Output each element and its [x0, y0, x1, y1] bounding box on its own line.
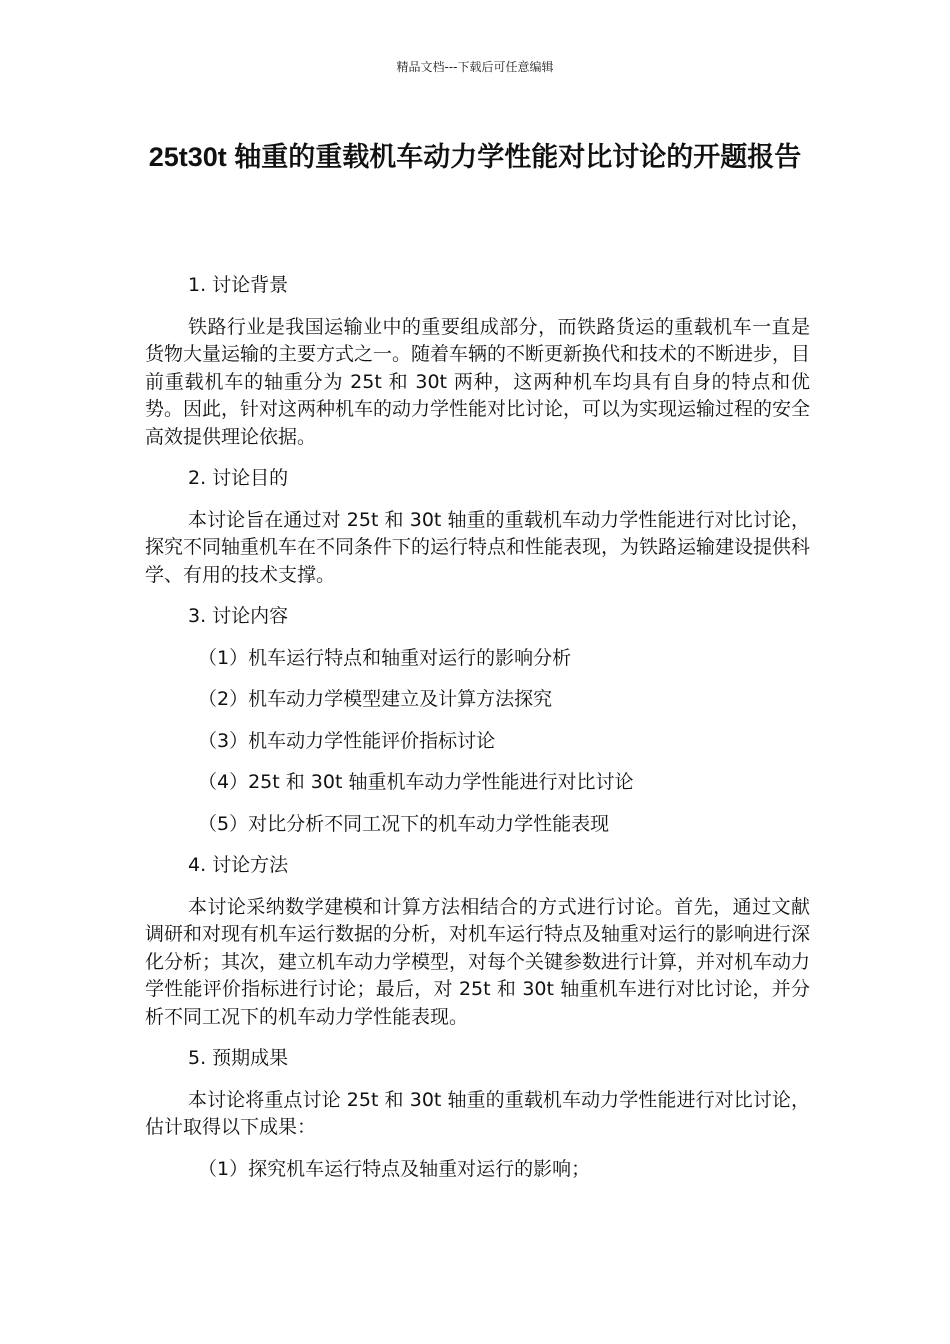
- section-paragraph: 本讨论采纳数学建模和计算方法相结合的方式进行讨论。首先，通过文献调研和对现有机车运行数据的分析，对机车运行特点及轴重对运行的影响进行深化分析；其次，建立机车动力学模型，对每个关键参数进行计算，并对机车动力学性能评价指标进行讨论；最后，对 25t 和 30t 轴重机车进行对比讨论，并分析不同工况下的机车动力学性能表现。: [145, 895, 811, 1028]
- list-item: （3）机车动力学性能评价指标讨论: [198, 729, 496, 752]
- section-heading: 2. 讨论目的: [188, 467, 289, 489]
- list-item: （2）机车动力学模型建立及计算方法探究: [198, 688, 553, 710]
- list-item: （1）机车运行特点和轴重对运行的影响分析: [198, 646, 572, 669]
- section-paragraph: 本讨论旨在通过对 25t 和 30t 轴重的重载机车动力学性能进行对比讨论，探究不同轴重机车在不同条件下的运行特点和性能表现，为铁路运输建设提供科学、有用的技术支撑。: [145, 508, 811, 586]
- section-background: [145, 272, 810, 451]
- section-purpose: [145, 465, 810, 589]
- list-item: （4）25t 和 30t 轴重机车动力学性能进行对比讨论: [198, 771, 634, 793]
- list-item: （5）对比分析不同工况下的机车动力学性能表现: [198, 812, 610, 835]
- section-heading: 3. 讨论内容: [188, 605, 289, 627]
- document-title: 25t30t 轴重的重载机车动力学性能对比讨论的开题报告: [148, 142, 802, 172]
- section-heading: 1. 讨论背景: [188, 274, 289, 296]
- section-method: [145, 852, 810, 1031]
- section-expected-results: [145, 1045, 810, 1183]
- section-paragraph: 铁路行业是我国运输业中的重要组成部分，而铁路货运的重载机车一直是货物大量运输的主要方式之一。随着车辆的不断更新换代和技术的不断进步，目前重载机车的轴重分为 25t 和 30t 两种，这两种机车均具有自身的特点和优势。因此，针对这两种机车的动力学性能对比讨论，可以为实现运输过程的安全高效提供理论依据。: [145, 315, 811, 448]
- list-item: （1）探究机车运行特点及轴重对运行的影响；: [198, 1157, 591, 1180]
- document-body: [145, 272, 810, 1197]
- section-heading: 5. 预期成果: [188, 1047, 289, 1069]
- section-heading: 4. 讨论方法: [188, 854, 289, 876]
- header-note: 精品文档---下载后可任意编辑: [396, 60, 554, 74]
- section-paragraph: 本讨论将重点讨论 25t 和 30t 轴重的重载机车动力学性能进行对比讨论，估计取得以下成果：: [145, 1088, 810, 1138]
- section-content: [145, 603, 810, 838]
